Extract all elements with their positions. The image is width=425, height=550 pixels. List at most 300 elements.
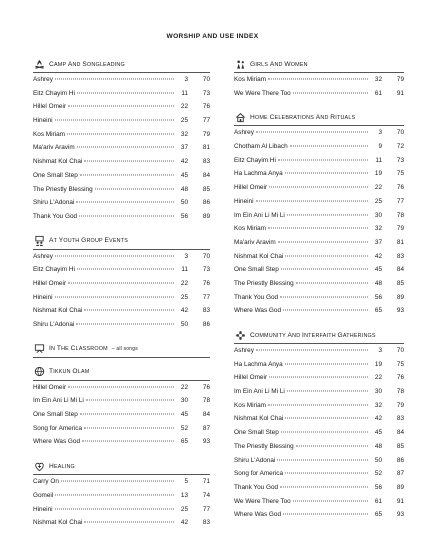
page-number-first: 5: [184, 478, 188, 486]
section-title: HOME CELEBRATIONS AND RITUALS: [250, 113, 356, 121]
page-number-first: 3: [378, 347, 382, 354]
song-title: The Priestly Blessing: [234, 442, 294, 450]
dot-leader: [84, 427, 174, 428]
page-number-second: 70: [396, 129, 404, 137]
page-number-first: 32: [374, 401, 382, 409]
index-entry: [33, 478, 210, 492]
page-number-second: 83: [202, 158, 210, 166]
page-number-second: 76: [396, 374, 404, 382]
index-section: [33, 365, 210, 452]
dot-leader: [256, 200, 368, 201]
page-number-second: 73: [202, 266, 210, 274]
index-entry: [33, 172, 210, 186]
index-entry: [234, 443, 404, 457]
section-title: TIKKUN OLAM: [49, 368, 90, 376]
index-entry: [33, 438, 210, 452]
song-title: Im Ein Ani Li Mi Li: [234, 388, 285, 396]
page-number-first: 25: [180, 117, 188, 125]
song-title: Thank You God: [234, 293, 279, 301]
page-number-second: 79: [202, 130, 210, 138]
section-heading: [234, 110, 404, 126]
page-number-second: 87: [396, 470, 404, 478]
dot-leader: [82, 441, 174, 442]
song-title: Song for America: [234, 470, 284, 478]
page-number-first: 30: [180, 397, 188, 405]
index-entry: [234, 347, 404, 361]
page-number-second: 93: [396, 511, 404, 519]
dot-leader: [278, 159, 368, 160]
song-title: Ha Lachma Anya: [234, 360, 283, 368]
section-title: CAMP AND SONGLEADING: [49, 60, 125, 68]
index-entry: [234, 239, 404, 253]
page-number-first: 52: [374, 470, 382, 478]
dot-leader: [84, 161, 174, 162]
tikkun-olam-icon: [33, 366, 45, 377]
page-number-first: 56: [374, 483, 382, 491]
dot-leader: [285, 363, 368, 364]
page-number-first: 65: [180, 438, 188, 446]
index-entry: [234, 415, 404, 429]
community-icon: [234, 330, 246, 341]
page-number-first: 22: [374, 184, 382, 192]
index-entry: [33, 76, 210, 90]
song-title: One Small Step: [234, 429, 279, 437]
page-number-second: 76: [202, 383, 210, 391]
classroom-icon: [33, 343, 45, 354]
song-title: Nishmat Kol Chai: [33, 307, 83, 315]
song-title: Im Ein Ani Li Mi Li: [234, 211, 285, 219]
dot-leader: [268, 404, 368, 405]
song-title: Kos Miriam: [33, 130, 65, 138]
index-section: [234, 110, 404, 321]
dot-leader: [285, 173, 368, 174]
page-number-first: 19: [374, 360, 382, 368]
song-title: Thank You God: [234, 483, 279, 491]
page-number-second: 83: [396, 252, 404, 260]
page-number-second: 87: [202, 424, 210, 432]
page-number-first: 32: [180, 130, 188, 138]
song-title: Carry On: [33, 478, 59, 486]
page-number-second: 89: [396, 293, 404, 301]
song-title: We Were There Too: [234, 89, 291, 97]
page-number-second: 78: [202, 397, 210, 405]
song-title: Ashrey: [33, 252, 53, 260]
section-title: IN THE CLASSROOM: [49, 345, 108, 353]
page-number-first: 48: [180, 185, 188, 193]
dot-leader: [76, 324, 174, 325]
section-heading: [234, 57, 404, 73]
index-entry: [234, 402, 404, 416]
index-entry: [33, 213, 210, 227]
index-entry: [33, 90, 210, 104]
section-heading: [33, 57, 210, 73]
dot-leader: [77, 92, 174, 93]
page-number-first: 19: [374, 170, 382, 178]
song-title: Im Ein Ani Li Mi Li: [33, 397, 84, 405]
index-entry: [234, 388, 404, 402]
page-number-second: 81: [396, 238, 404, 246]
index-entry: [33, 411, 210, 425]
page-number-second: 84: [202, 171, 210, 179]
dot-leader: [283, 514, 368, 515]
page-number-first: 37: [180, 144, 188, 152]
song-title: Ma'ariv Aravim: [33, 144, 75, 152]
dot-leader: [77, 147, 174, 148]
page-number-first: 9: [378, 143, 382, 151]
dot-leader: [281, 432, 368, 433]
song-title: Nishmat Kol Chai: [234, 252, 284, 260]
home-icon: [234, 112, 246, 123]
section-note: – all songs: [111, 345, 138, 352]
section-title: GIRLS AND WOMEN: [250, 60, 308, 68]
song-title: Shiru L'Adonai: [234, 456, 276, 464]
page-number-second: 91: [396, 89, 404, 97]
song-title: Hillel Omeir: [234, 374, 268, 382]
page-number-second: 89: [396, 483, 404, 491]
index-entry: [33, 266, 210, 280]
page-number-second: 75: [396, 170, 404, 178]
song-title: Nishmat Kol Chai: [234, 415, 284, 423]
page-number-first: 11: [181, 89, 188, 97]
song-title: Thank You God: [33, 212, 78, 220]
dot-leader: [269, 377, 368, 378]
song-title: Song for America: [33, 424, 83, 432]
song-title: Ashrey: [234, 347, 254, 354]
index-entry: [33, 492, 210, 506]
section-heading: [33, 365, 210, 381]
index-entry: [33, 519, 210, 533]
index-entry: [234, 76, 404, 90]
index-entry: [234, 225, 404, 239]
page-number-first: 45: [180, 171, 188, 179]
page-number-second: 85: [396, 279, 404, 287]
index-entry: [234, 307, 404, 321]
index-entry: [33, 294, 210, 308]
page-number-second: 71: [202, 478, 210, 486]
page-number-second: 79: [396, 76, 404, 83]
dot-leader: [268, 228, 368, 229]
index-entry: [33, 253, 210, 267]
index-entry: [33, 103, 210, 117]
index-entry: [234, 266, 404, 280]
dot-leader: [84, 310, 174, 311]
index-entry: [33, 280, 210, 294]
left-column: [33, 57, 210, 540]
index-entry: [234, 457, 404, 471]
song-title: Ashrey: [234, 129, 254, 137]
page-number-first: 42: [180, 519, 188, 527]
index-entry: [234, 470, 404, 484]
song-title: Hillel Omeir: [33, 279, 67, 287]
healing-icon: [33, 461, 45, 472]
page-number-first: 37: [374, 238, 382, 246]
page-number-first: 3: [184, 252, 188, 260]
song-title: Ha Lachma Anya: [234, 170, 283, 178]
page-number-first: 22: [180, 103, 188, 111]
page-number-first: 45: [180, 411, 188, 419]
section-title: COMMUNITY AND INTERFAITH GATHERINGS: [250, 331, 376, 339]
dot-leader: [277, 459, 368, 460]
page-number-first: 25: [374, 197, 382, 205]
page-number-second: 70: [396, 347, 404, 354]
section-heading: [33, 342, 210, 358]
song-title: Nishmat Kol Chai: [33, 519, 83, 527]
page-number-first: 65: [374, 511, 382, 519]
dot-leader: [290, 146, 368, 147]
section-heading: [234, 328, 404, 344]
song-title: Where Was God: [234, 511, 281, 519]
index-section: [33, 57, 210, 227]
page-number-first: 65: [374, 307, 382, 315]
page-number-second: 83: [396, 415, 404, 423]
dot-leader: [95, 188, 174, 189]
page-number-second: 91: [396, 497, 404, 505]
song-title: Where Was God: [33, 438, 80, 446]
song-title: One Small Step: [234, 266, 279, 274]
index-entry: [33, 384, 210, 398]
dot-leader: [61, 481, 174, 482]
dot-leader: [296, 445, 368, 446]
index-entry: [33, 158, 210, 172]
page-number-second: 86: [202, 199, 210, 207]
index-entry: [33, 321, 210, 335]
page-number-second: 78: [396, 388, 404, 396]
page-number-second: 83: [202, 519, 210, 527]
song-title: Hineini: [33, 293, 53, 301]
page-number-second: 79: [396, 225, 404, 233]
index-entry: [234, 129, 404, 143]
page-number-first: 50: [180, 199, 188, 207]
index-entry: [234, 429, 404, 443]
index-entry: [33, 199, 210, 213]
page-number-second: 93: [202, 438, 210, 446]
page-number-second: 76: [202, 103, 210, 111]
dot-leader: [285, 473, 368, 474]
dot-leader: [55, 508, 174, 509]
index-entry: [234, 484, 404, 498]
page-number-first: 11: [375, 156, 382, 164]
page-number-first: 30: [374, 388, 382, 396]
index-entry: [234, 253, 404, 267]
page-number-first: 42: [374, 415, 382, 423]
page-number-first: 61: [374, 497, 382, 505]
page-number-first: 45: [374, 429, 382, 437]
section-heading: [33, 234, 210, 250]
page-number-first: 32: [374, 225, 382, 233]
dot-leader: [55, 79, 174, 80]
dot-leader: [86, 400, 174, 401]
dot-leader: [55, 494, 174, 495]
dot-leader: [256, 350, 368, 351]
song-title: Kos Miriam: [234, 225, 266, 233]
dot-leader: [55, 296, 174, 297]
dot-leader: [77, 269, 174, 270]
page-number-second: 93: [396, 307, 404, 315]
index-entry: [33, 186, 210, 200]
page-number-first: 61: [374, 89, 382, 97]
dot-leader: [287, 391, 368, 392]
dot-leader: [283, 310, 368, 311]
page-number-first: 3: [184, 76, 188, 83]
page-number-first: 42: [180, 158, 188, 166]
dot-leader: [296, 282, 368, 283]
page-number-second: 86: [202, 321, 210, 328]
page-number-second: 81: [202, 144, 210, 152]
song-title: Ma'ariv Aravim: [234, 238, 276, 246]
index-entry: [234, 157, 404, 171]
page-number-first: 50: [374, 456, 382, 464]
page-number-second: 85: [202, 185, 210, 193]
page-number-first: 45: [374, 266, 382, 274]
dot-leader: [67, 133, 174, 134]
song-title: Hineini: [33, 505, 53, 513]
section-heading: [33, 459, 210, 475]
page-number-first: 42: [180, 307, 188, 315]
song-title: Eitz Chayim Hi: [33, 266, 75, 274]
index-entry: [234, 184, 404, 198]
song-title: Shiru L'Adonai: [33, 321, 75, 328]
dot-leader: [278, 241, 368, 242]
index-entry: [234, 280, 404, 294]
page-number-first: 50: [180, 321, 188, 328]
page-number-second: 85: [396, 442, 404, 450]
page-number-first: 56: [374, 293, 382, 301]
index-entry: [234, 198, 404, 212]
song-title: One Small Step: [33, 171, 78, 179]
index-entry: [234, 294, 404, 308]
dot-leader: [256, 132, 368, 133]
index-entry: [234, 511, 404, 525]
song-title: Eitz Chayim Hi: [234, 156, 276, 164]
dot-leader: [80, 414, 174, 415]
page-number-first: 25: [180, 293, 188, 301]
index-entry: [33, 117, 210, 131]
page-number-second: 77: [202, 505, 210, 513]
song-title: We Were There Too: [234, 497, 291, 505]
page-number-first: 13: [180, 491, 188, 499]
index-section: [33, 234, 210, 335]
page-number-first: 3: [378, 129, 382, 137]
dot-leader: [68, 386, 174, 387]
song-title: Hillel Omeir: [33, 103, 67, 111]
page-number-first: 25: [180, 505, 188, 513]
page-number-first: 22: [374, 374, 382, 382]
dot-leader: [293, 500, 368, 501]
song-title: Hillel Omeir: [234, 184, 268, 192]
song-title: Hineini: [234, 197, 254, 205]
dot-leader: [293, 92, 368, 93]
dot-leader: [285, 255, 368, 256]
page-number-second: 77: [396, 197, 404, 205]
song-title: Nishmat Kol Chai: [33, 158, 83, 166]
page-number-second: 84: [396, 266, 404, 274]
page-number-first: 22: [180, 383, 188, 391]
song-title: The Priestly Blessing: [33, 185, 93, 193]
page-number-second: 84: [396, 429, 404, 437]
song-title: One Small Step: [33, 411, 78, 419]
song-title: Gomeil: [33, 491, 54, 499]
page-number-second: 75: [396, 360, 404, 368]
page-number-first: 11: [181, 266, 188, 274]
dot-leader: [285, 418, 368, 419]
page-number-second: 78: [396, 211, 404, 219]
index-entry: [234, 374, 404, 388]
index-section: [33, 342, 210, 358]
page-number-second: 76: [202, 279, 210, 287]
index-section: [234, 328, 404, 525]
dot-leader: [68, 282, 174, 283]
song-title: Chotham Al Libach: [234, 143, 288, 151]
dot-leader: [76, 202, 174, 203]
index-section: [234, 57, 404, 103]
index-entry: [33, 425, 210, 439]
page-number-first: 48: [374, 442, 382, 450]
dot-leader: [280, 296, 368, 297]
song-title: Hineini: [33, 117, 53, 125]
page-number-second: 77: [202, 117, 210, 125]
index-entry: [33, 307, 210, 321]
page-number-second: 73: [202, 89, 210, 97]
page-number-second: 84: [202, 411, 210, 419]
page-number-first: 30: [374, 211, 382, 219]
dot-leader: [55, 255, 174, 256]
index-entry: [234, 361, 404, 375]
page-number-second: 74: [202, 491, 210, 499]
page-number-first: 52: [180, 424, 188, 432]
right-column: [234, 57, 404, 532]
page-number-first: 22: [180, 279, 188, 287]
song-title: Hillel Omeir: [33, 383, 67, 391]
section-title: AT YOUTH GROUP EVENTS: [49, 237, 129, 245]
page-number-second: 70: [202, 76, 210, 83]
girls-women-icon: [234, 59, 246, 70]
index-entry: [234, 498, 404, 512]
page-number-second: 77: [202, 293, 210, 301]
index-entry: [234, 170, 404, 184]
page-number-second: 73: [396, 156, 404, 164]
dot-leader: [80, 174, 174, 175]
campfire-icon: [33, 59, 45, 70]
page-number-second: 83: [202, 307, 210, 315]
song-title: Where Was God: [234, 307, 281, 315]
page-number-second: 70: [202, 252, 210, 260]
index-entry: [33, 131, 210, 145]
dot-leader: [68, 106, 174, 107]
song-title: Kos Miriam: [234, 76, 266, 83]
section-title: HEALING: [49, 462, 75, 470]
dot-leader: [55, 120, 174, 121]
dot-leader: [268, 79, 368, 80]
page-number-first: 42: [374, 252, 382, 260]
index-entry: [33, 397, 210, 411]
index-section: [33, 459, 210, 533]
page-number-second: 89: [202, 212, 210, 220]
index-entry: [234, 212, 404, 226]
page-number-first: 48: [374, 279, 382, 287]
index-entry: [234, 90, 404, 104]
page-number-second: 72: [396, 143, 404, 151]
index-entry: [234, 143, 404, 157]
dot-leader: [281, 269, 368, 270]
dot-leader: [84, 522, 174, 523]
page-number-second: 76: [396, 184, 404, 192]
page-title: WORSHIP AND USE INDEX: [166, 33, 259, 40]
dot-leader: [280, 486, 368, 487]
page-number-first: 56: [180, 212, 188, 220]
song-title: Shiru L'Adonai: [33, 199, 75, 207]
song-title: Eitz Chayim Hi: [33, 89, 75, 97]
page-number-second: 86: [396, 456, 404, 464]
